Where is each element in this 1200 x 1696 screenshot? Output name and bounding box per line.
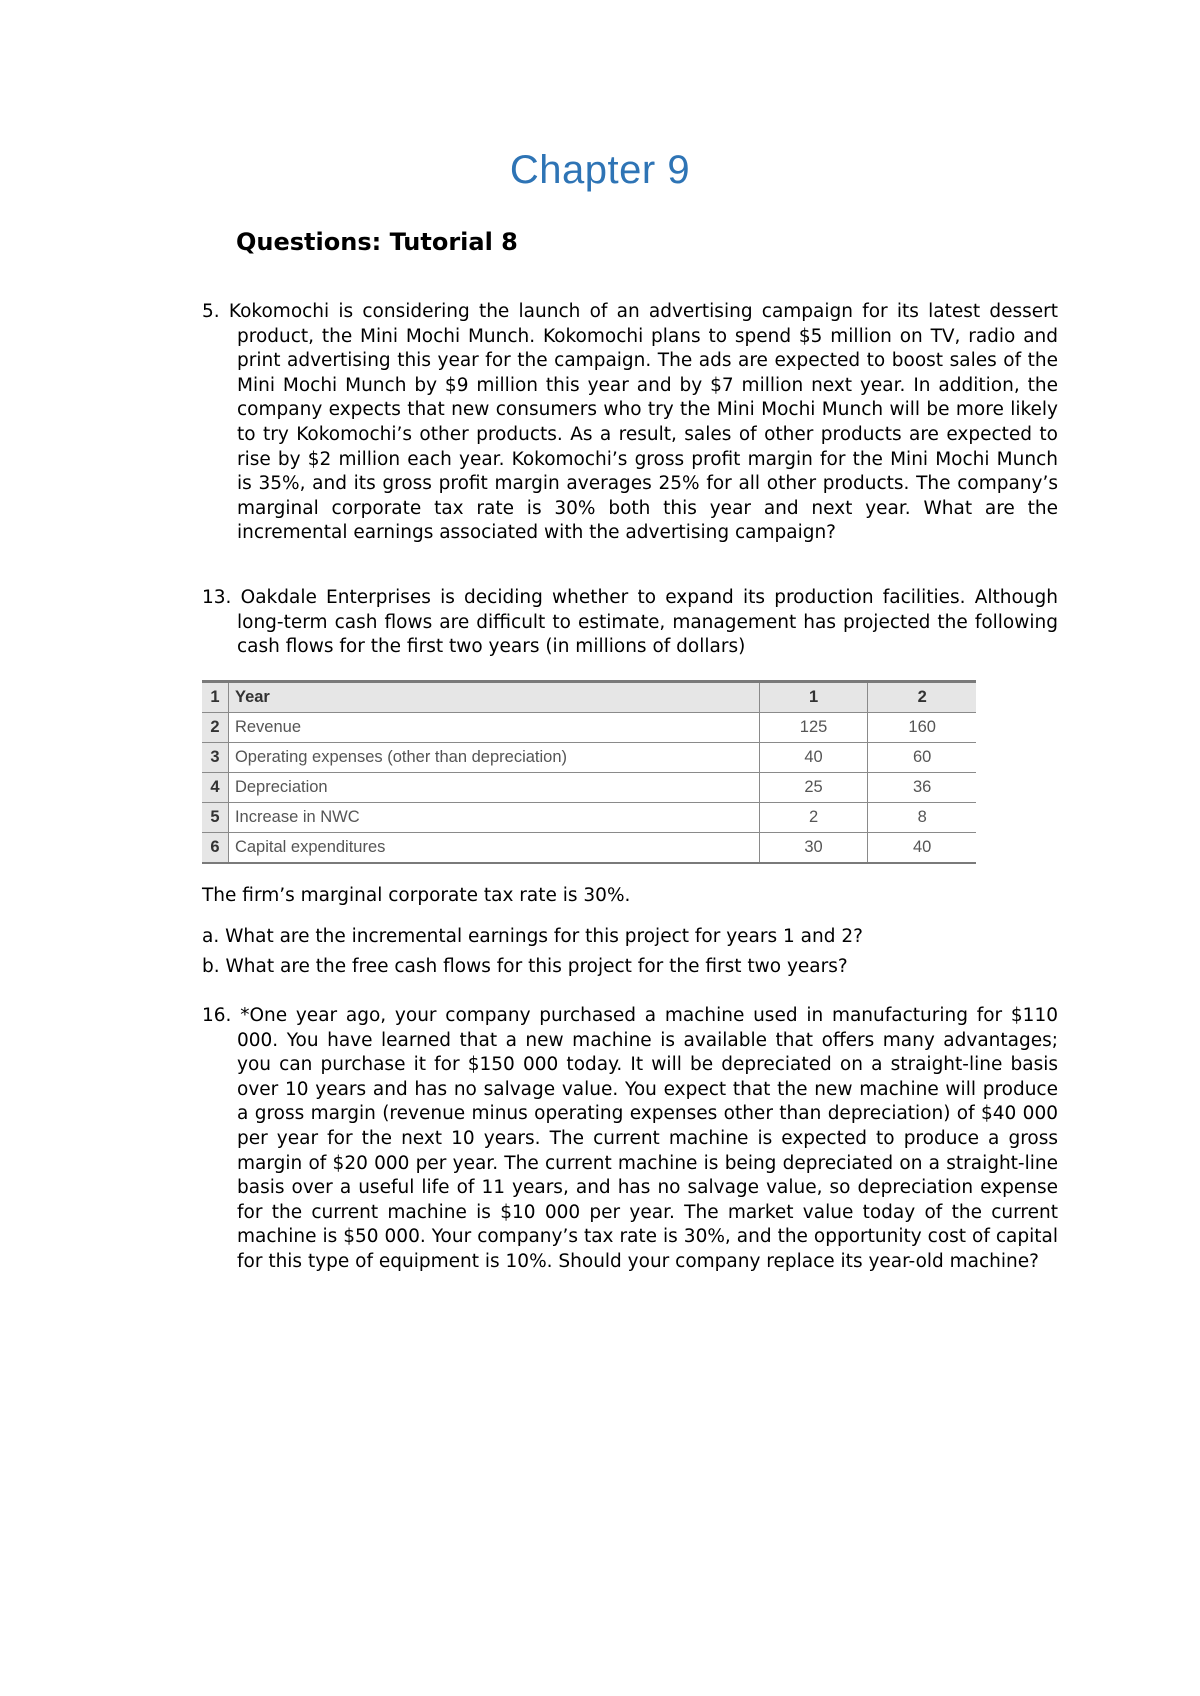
year-2-value: 36	[868, 773, 976, 803]
tax-rate-note: The firm’s marginal corporate tax rate is 30%.	[202, 885, 631, 906]
question-text: Kokomochi is considering the launch of an advertising campaign for its latest dessert product, the Mini Mochi Munch. Kokomochi plans to spend $5 million on TV, radio and print advertising this year for the campaign. The ads are expected to boost sales of the Mini Mochi Munch by $9 million this year and by $7 million next year. In addition, the company expects that new consumers who try the Mini Mochi Munch will be more likely to try Kokomochi’s other products. As a result, sales of other products are expected to rise by $2 million each year. Kokomochi’s gross profit margin for the Mini Mochi Munch is 35%, and its gross profit margin averages 25% for all other products. The company’s marginal corporate tax rate is 30% both this year and next year. What are the incremental earnings associated with the advertising campaign?	[228, 301, 1058, 544]
question-5	[202, 300, 1058, 546]
year-1-value: 1	[759, 682, 868, 713]
question-number: 5.	[202, 301, 220, 322]
year-1-value: 30	[759, 833, 868, 864]
row-number: 6	[202, 833, 228, 864]
row-number: 4	[202, 773, 228, 803]
question-text: Oakdale Enterprises is deciding whether to expand its production facilities. Although long-term cash flows are difficult to estimate, management has projected the following cash flows for the first two years (in millions of dollars)	[237, 587, 1059, 658]
table-row	[202, 682, 976, 713]
year-1-value: 25	[759, 773, 868, 803]
year-2-value: 160	[868, 713, 976, 743]
year-1-value: 40	[759, 743, 868, 773]
tutorial-subtitle: Questions: Tutorial 8	[236, 228, 518, 256]
question-13	[202, 586, 1058, 660]
table-row	[202, 773, 976, 803]
row-number: 2	[202, 713, 228, 743]
row-label: Capital expenditures	[228, 833, 759, 864]
row-number: 5	[202, 803, 228, 833]
year-2-value: 2	[868, 682, 976, 713]
row-number: 1	[202, 682, 228, 713]
chapter-title: Chapter 9	[509, 148, 691, 192]
question-number: 13.	[202, 587, 232, 608]
row-number: 3	[202, 743, 228, 773]
year-1-value: 2	[759, 803, 868, 833]
year-1-value: 125	[759, 713, 868, 743]
question-13-part-b: b. What are the free cash flows for this project for the first two years?	[202, 956, 848, 977]
year-2-value: 60	[868, 743, 976, 773]
row-label: Operating expenses (other than depreciation)	[228, 743, 759, 773]
year-2-value: 8	[868, 803, 976, 833]
table-row	[202, 803, 976, 833]
table-row	[202, 713, 976, 743]
question-13-part-a: a. What are the incremental earnings for this project for years 1 and 2?	[202, 926, 863, 947]
question-number: 16.	[202, 1005, 232, 1026]
table-row	[202, 833, 976, 864]
question-text: *One year ago, your company purchased a machine used in manufacturing for $110 000. You have learned that a new machine is available that offers many advantages; you can purchase it for $150 000 today. It will be depreciated on a straight-line basis over 10 years and has no salvage value. You expect that the new machine will produce a gross margin (revenue minus operating expenses other than depreciation) of $40 000 per year for the next 10 years. The current machine is expected to produce a gross margin of $20 000 per year. The current machine is being depreciated on a straight-line basis over a useful life of 11 years, and has no salvage value, so depreciation expense for the current machine is $10 000 per year. The market value today of the current machine is $50 000. Your company’s tax rate is 30%, and the opportunity cost of capital for this type of equipment is 10%. Should your company replace its year-old machine?	[237, 1005, 1058, 1272]
year-2-value: 40	[868, 833, 976, 864]
row-label: Revenue	[228, 713, 759, 743]
row-label: Depreciation	[228, 773, 759, 803]
row-label: Increase in NWC	[228, 803, 759, 833]
question-16	[202, 1004, 1058, 1275]
row-label: Year	[228, 682, 759, 713]
cash-flow-table	[202, 680, 976, 864]
table-row	[202, 743, 976, 773]
